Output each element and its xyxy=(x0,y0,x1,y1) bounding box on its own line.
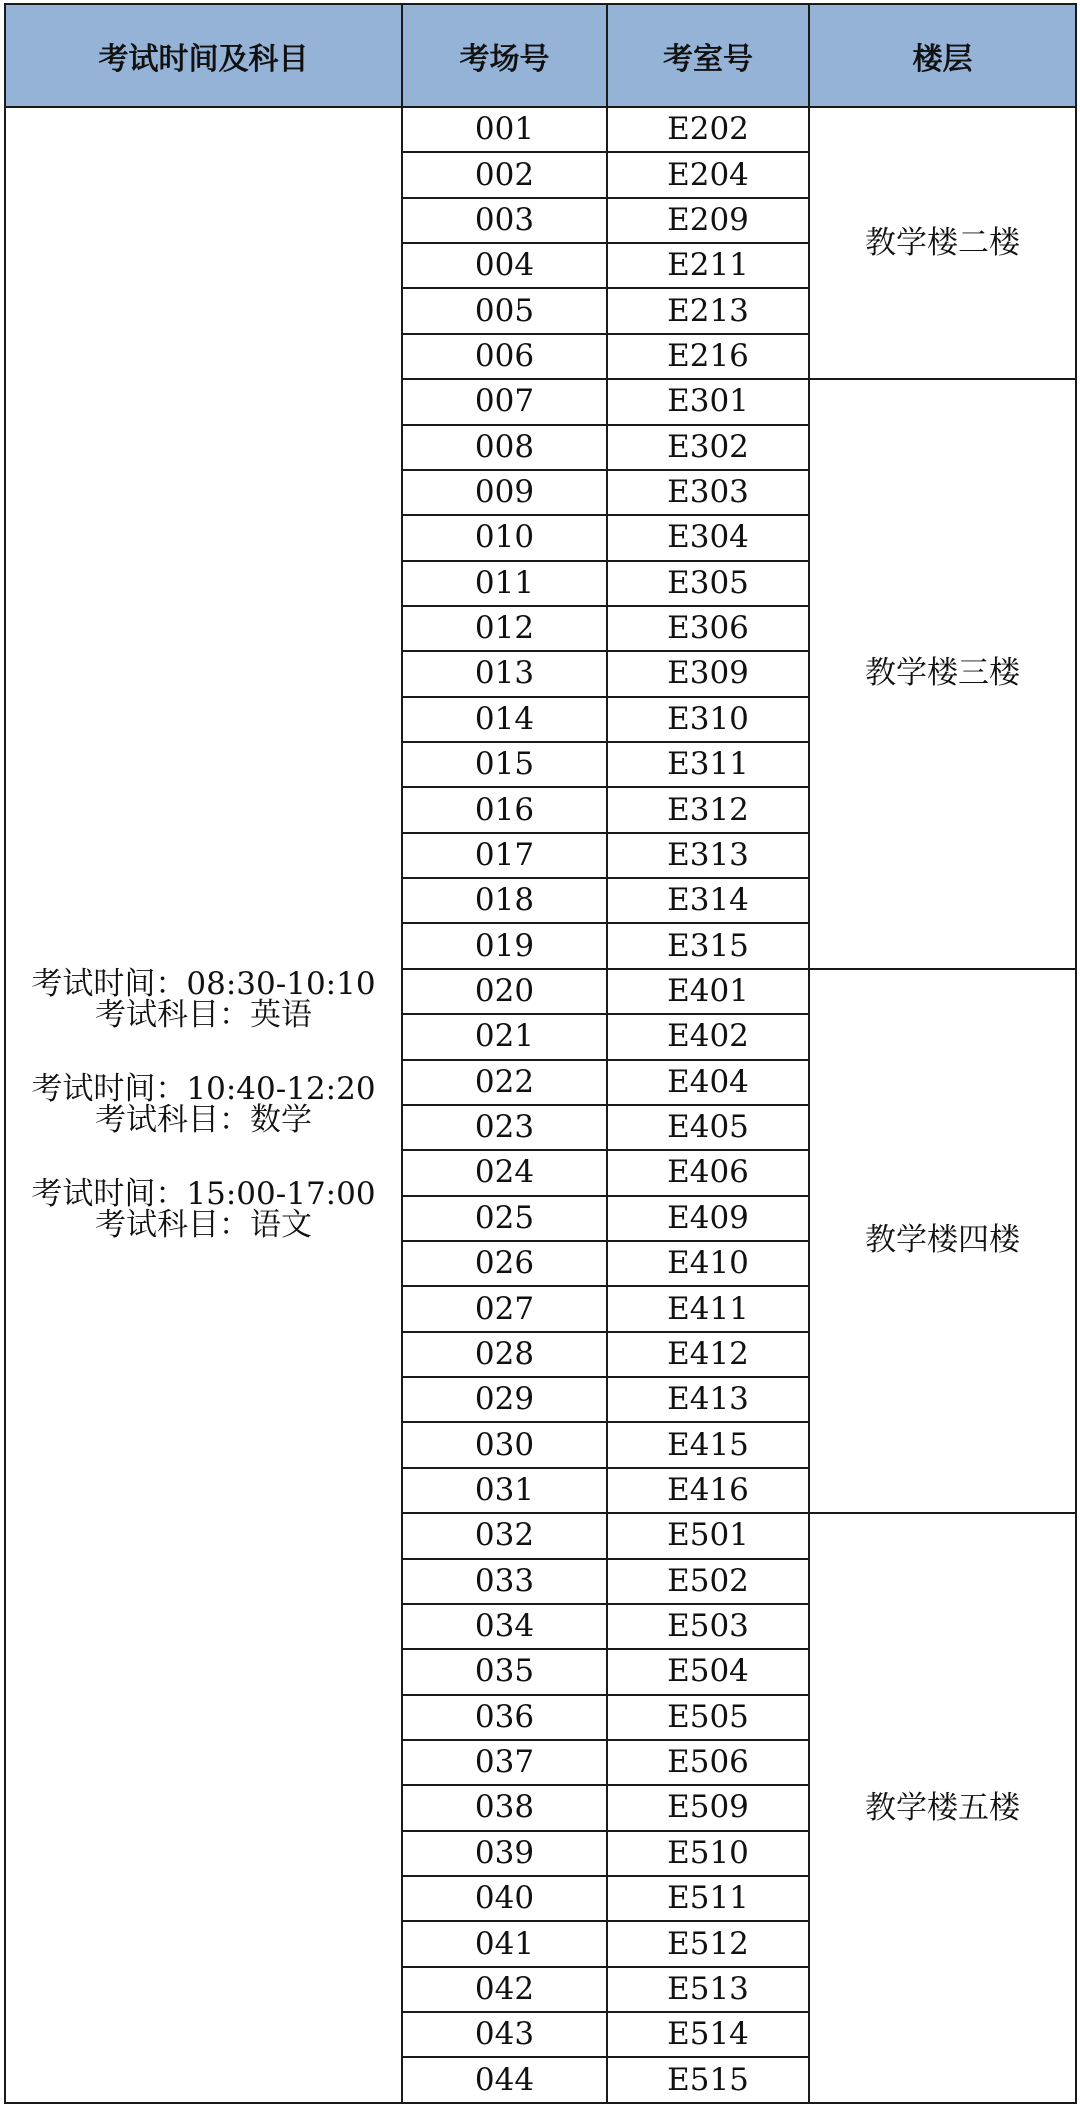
exam-time-label: 考试时间：15:00-17:00 xyxy=(31,1176,376,1212)
room-number-cell: E512 xyxy=(607,1921,809,1966)
venue-number-cell: 029 xyxy=(402,1377,607,1422)
floor-cell: 教学楼四楼 xyxy=(809,969,1076,1513)
room-number-cell: E411 xyxy=(607,1286,809,1331)
floor-cell: 教学楼五楼 xyxy=(809,1513,1076,2103)
room-number-cell: E511 xyxy=(607,1876,809,1921)
venue-number-cell: 017 xyxy=(402,833,607,878)
venue-number-cell: 004 xyxy=(402,243,607,288)
venue-number-cell: 012 xyxy=(402,606,607,651)
venue-number-cell: 022 xyxy=(402,1060,607,1105)
room-number-cell: E313 xyxy=(607,833,809,878)
table-body xyxy=(5,107,1076,2103)
room-number-cell: E504 xyxy=(607,1649,809,1694)
venue-number-cell: 001 xyxy=(402,107,607,152)
room-number-cell: E305 xyxy=(607,561,809,606)
venue-number-cell: 030 xyxy=(402,1422,607,1467)
venue-number-cell: 044 xyxy=(402,2057,607,2103)
room-number-cell: E503 xyxy=(607,1604,809,1649)
venue-number-cell: 033 xyxy=(402,1559,607,1604)
room-number-cell: E311 xyxy=(607,742,809,787)
room-number-cell: E501 xyxy=(607,1513,809,1558)
room-number-cell: E216 xyxy=(607,334,809,379)
room-number-cell: E416 xyxy=(607,1468,809,1513)
session-spacer xyxy=(6,1136,401,1179)
venue-number-cell: 025 xyxy=(402,1196,607,1241)
room-number-cell: E506 xyxy=(607,1740,809,1785)
exam-subject-label: 考试科目：数学 xyxy=(95,1102,312,1138)
venue-number-cell: 007 xyxy=(402,379,607,424)
header-row xyxy=(5,4,1076,107)
venue-number-cell: 011 xyxy=(402,561,607,606)
room-number-cell: E502 xyxy=(607,1559,809,1604)
room-number-cell: E412 xyxy=(607,1332,809,1377)
room-number-cell: E306 xyxy=(607,606,809,651)
venue-number-cell: 032 xyxy=(402,1513,607,1558)
session-spacer xyxy=(6,1031,401,1074)
venue-number-cell: 008 xyxy=(402,425,607,470)
room-number-cell: E314 xyxy=(607,878,809,923)
exam-schedule-cell xyxy=(5,107,402,2103)
room-number-cell: E405 xyxy=(607,1105,809,1150)
venue-number-cell: 018 xyxy=(402,878,607,923)
venue-number-cell: 024 xyxy=(402,1150,607,1195)
venue-number-cell: 014 xyxy=(402,697,607,742)
room-number-cell: E310 xyxy=(607,697,809,742)
floor-cell: 教学楼二楼 xyxy=(809,107,1076,379)
venue-number-cell: 035 xyxy=(402,1649,607,1694)
room-number-cell: E202 xyxy=(607,107,809,152)
exam-subject-label: 考试科目：语文 xyxy=(95,1207,312,1243)
floor-cell: 教学楼三楼 xyxy=(809,379,1076,969)
room-number-cell: E515 xyxy=(607,2057,809,2103)
venue-number-cell: 041 xyxy=(402,1921,607,1966)
venue-number-cell: 026 xyxy=(402,1241,607,1286)
venue-number-cell: 031 xyxy=(402,1468,607,1513)
room-number-cell: E304 xyxy=(607,515,809,560)
table-row xyxy=(5,107,1076,152)
room-number-cell: E415 xyxy=(607,1422,809,1467)
room-number-cell: E409 xyxy=(607,1196,809,1241)
room-number-cell: E303 xyxy=(607,470,809,515)
venue-number-cell: 009 xyxy=(402,470,607,515)
venue-number-cell: 005 xyxy=(402,288,607,333)
venue-number-cell: 003 xyxy=(402,198,607,243)
header-time-subject: 考试时间及科目 xyxy=(5,4,402,107)
exam-room-table xyxy=(4,3,1077,2104)
venue-number-cell: 010 xyxy=(402,515,607,560)
venue-number-cell: 019 xyxy=(402,923,607,968)
room-number-cell: E505 xyxy=(607,1695,809,1740)
venue-number-cell: 039 xyxy=(402,1831,607,1876)
exam-time-label: 考试时间：10:40-12:20 xyxy=(31,1071,376,1107)
room-number-cell: E513 xyxy=(607,1967,809,2012)
venue-number-cell: 042 xyxy=(402,1967,607,2012)
venue-number-cell: 016 xyxy=(402,787,607,832)
room-number-cell: E510 xyxy=(607,1831,809,1876)
room-number-cell: E309 xyxy=(607,651,809,696)
room-number-cell: E312 xyxy=(607,787,809,832)
room-number-cell: E213 xyxy=(607,288,809,333)
room-number-cell: E514 xyxy=(607,2012,809,2057)
venue-number-cell: 034 xyxy=(402,1604,607,1649)
venue-number-cell: 002 xyxy=(402,152,607,197)
room-number-cell: E404 xyxy=(607,1060,809,1105)
header-venue-number: 考场号 xyxy=(402,4,607,107)
header-room-number: 考室号 xyxy=(607,4,809,107)
exam-time-label: 考试时间：08:30-10:10 xyxy=(31,966,376,1002)
exam-subject-label: 考试科目：英语 xyxy=(95,997,312,1033)
venue-number-cell: 037 xyxy=(402,1740,607,1785)
venue-number-cell: 027 xyxy=(402,1286,607,1331)
table-header xyxy=(5,4,1076,107)
venue-number-cell: 028 xyxy=(402,1332,607,1377)
room-number-cell: E209 xyxy=(607,198,809,243)
room-number-cell: E301 xyxy=(607,379,809,424)
room-number-cell: E402 xyxy=(607,1014,809,1059)
room-number-cell: E204 xyxy=(607,152,809,197)
venue-number-cell: 036 xyxy=(402,1695,607,1740)
venue-number-cell: 013 xyxy=(402,651,607,696)
venue-number-cell: 023 xyxy=(402,1105,607,1150)
room-number-cell: E302 xyxy=(607,425,809,470)
room-number-cell: E401 xyxy=(607,969,809,1014)
room-number-cell: E406 xyxy=(607,1150,809,1195)
venue-number-cell: 038 xyxy=(402,1785,607,1830)
venue-number-cell: 043 xyxy=(402,2012,607,2057)
room-number-cell: E315 xyxy=(607,923,809,968)
room-number-cell: E413 xyxy=(607,1377,809,1422)
venue-number-cell: 015 xyxy=(402,742,607,787)
venue-number-cell: 006 xyxy=(402,334,607,379)
room-number-cell: E509 xyxy=(607,1785,809,1830)
venue-number-cell: 020 xyxy=(402,969,607,1014)
room-number-cell: E211 xyxy=(607,243,809,288)
venue-number-cell: 021 xyxy=(402,1014,607,1059)
venue-number-cell: 040 xyxy=(402,1876,607,1921)
header-floor: 楼层 xyxy=(809,4,1076,107)
room-number-cell: E410 xyxy=(607,1241,809,1286)
